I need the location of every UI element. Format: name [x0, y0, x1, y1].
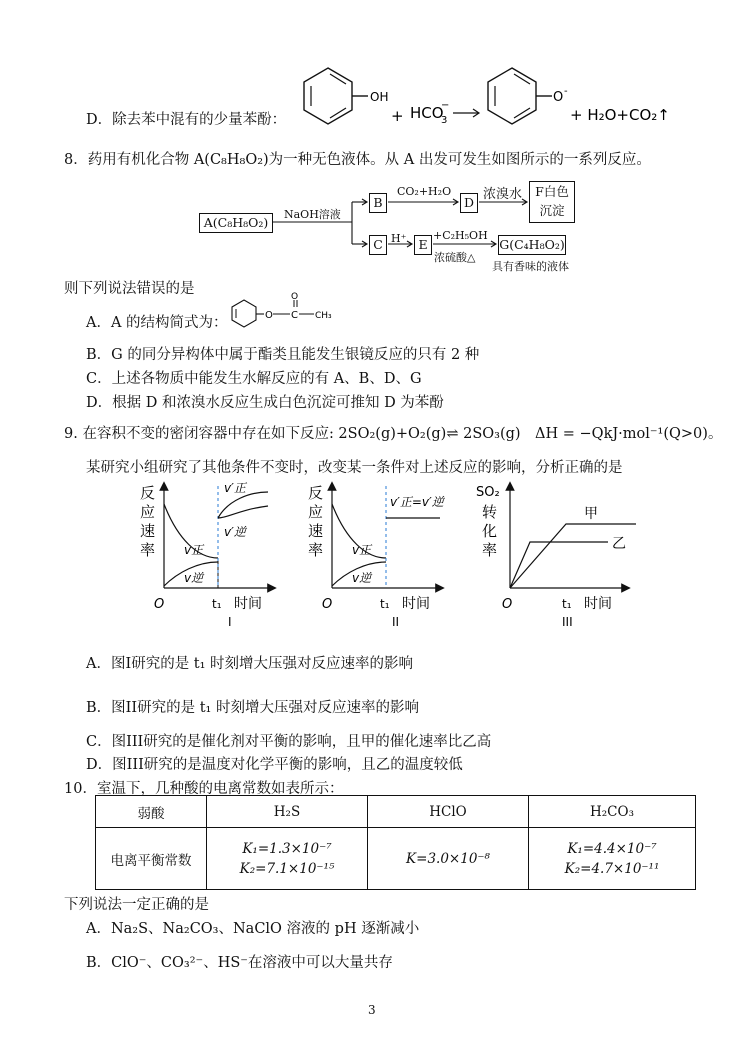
svg-text:应: 应 [140, 503, 156, 521]
flow-ethanol: +C₂H₅OH [433, 229, 488, 242]
plus-sign: + [391, 107, 404, 125]
svg-text:v逆: v逆 [352, 571, 372, 585]
svg-text:速: 速 [140, 522, 156, 540]
svg-text:III: III [562, 615, 573, 629]
h2s-k1: K₁=1.3×10⁻⁷ [242, 840, 332, 857]
svg-text:反: 反 [308, 484, 324, 502]
flow-box-a: A(C₈H₈O₂) [199, 213, 273, 233]
svg-text:O: O [322, 597, 333, 612]
svg-text:化: 化 [482, 522, 498, 540]
acid-constants-table [95, 795, 696, 890]
svg-text:t₁: t₁ [380, 597, 390, 611]
table-row [96, 828, 696, 890]
svg-text:v正: v正 [184, 543, 204, 557]
table-header-row [96, 796, 696, 828]
q9-option-c: C．图III研究的是催化剂对平衡的影响，且甲的催化速率比乙高 [86, 734, 492, 750]
q7-option-d: D．除去苯中混有的少量苯酚： [86, 112, 287, 128]
svg-text:−: − [441, 100, 450, 111]
flow-box-b: B [369, 193, 387, 213]
h2s-constants [207, 828, 368, 890]
svg-text:乙: 乙 [612, 536, 626, 552]
svg-text:-: - [564, 86, 568, 97]
products: + H₂O+CO₂↑ [570, 106, 670, 124]
q9-stem: 9. 在容积不变的密闭容器中存在如下反应: 2SO₂(g)+O₂(g)⇌ 2SO₃(g) ΔH = −QkJ·mol⁻¹(Q>0)。 [64, 426, 723, 442]
graph-1 [140, 481, 272, 629]
q8-option-c: C．上述各物质中能发生水解反应的有 A、B、D、G [86, 371, 422, 387]
svg-text:率: 率 [140, 541, 156, 559]
svg-text:率: 率 [308, 541, 324, 559]
q8-option-a: A．A 的结构简式为： [86, 315, 228, 331]
svg-text:v′逆: v′逆 [224, 525, 246, 539]
q9-stem2: 某研究小组研究了其他条件不变时，改变某一条件对上述反应的影响，分析正确的是 [86, 460, 623, 476]
svg-text:SO₂: SO₂ [476, 485, 500, 500]
hclo-k: K=3.0×10⁻⁸ [406, 850, 490, 867]
q8-question: 则下列说法错误的是 [64, 281, 195, 297]
header-cell: H₂CO₃ [529, 796, 696, 828]
h2s-k2: K₂=7.1×10⁻¹⁵ [239, 860, 335, 877]
flow-box-e: E [414, 235, 432, 255]
svg-text:CH₃: CH₃ [315, 311, 332, 321]
svg-text:3: 3 [441, 115, 448, 126]
svg-text:v正: v正 [352, 543, 372, 557]
header-cell: HClO [368, 796, 529, 828]
svg-text:反: 反 [140, 484, 156, 502]
hclo-constant [368, 828, 529, 890]
svg-text:t₁: t₁ [562, 597, 572, 611]
svg-text:v逆: v逆 [184, 571, 204, 585]
oh-label: OH [370, 90, 389, 104]
flow-hplus: H⁺ [391, 232, 407, 245]
svg-text:时间: 时间 [234, 596, 262, 612]
h2co3-k2: K₂=4.7×10⁻¹¹ [564, 860, 660, 877]
svg-text:应: 应 [308, 503, 324, 521]
flow-box-g: G(C₄H₈O₂) [498, 235, 566, 255]
svg-text:II: II [392, 615, 400, 629]
q10-stem: 10．室温下，几种酸的电离常数如表所示： [64, 781, 344, 797]
svg-text:I: I [228, 615, 232, 629]
svg-text:C: C [291, 310, 298, 321]
svg-text:O: O [154, 597, 165, 612]
q9-option-d: D．图III研究的是温度对化学平衡的影响，且乙的温度较低 [86, 757, 463, 773]
svg-text:时间: 时间 [584, 596, 612, 612]
flow-g-note: 具有香味的液体 [492, 260, 569, 273]
page-number: 3 [368, 1003, 376, 1017]
h2co3-constants [529, 828, 696, 890]
flow-bromine-water: 浓溴水 [483, 187, 523, 202]
bicarbonate: HCO [410, 104, 444, 122]
q8-stem: 8．药用有机化合物 A(C₈H₈O₂)为一种无色液体。从 A 出发可发生如图所示的一系列反应。 [64, 152, 651, 168]
flow-arrows [0, 0, 752, 300]
svg-text:率: 率 [482, 541, 498, 559]
h2co3-k1: K₁=4.4×10⁻⁷ [567, 840, 657, 857]
svg-text:甲: 甲 [584, 506, 598, 522]
svg-text:转: 转 [482, 503, 498, 521]
flow-acid-condition: 浓硫酸△ [434, 251, 476, 264]
svg-text:v′正: v′正 [224, 481, 246, 495]
svg-text:速: 速 [308, 522, 324, 540]
flow-f-line1: F白色 [535, 184, 569, 199]
flow-box-d: D [460, 193, 478, 213]
flow-co2: CO₂+H₂O [397, 185, 452, 198]
q10-option-a: A．Na₂S、Na₂CO₃、NaClO 溶液的 pH 逐渐减小 [86, 921, 420, 937]
q8-option-d: D．根据 D 和浓溴水反应生成白色沉淀可推知 D 为苯酚 [86, 395, 444, 411]
q10-option-b: B．ClO⁻、CO₃²⁻、HS⁻在溶液中可以大量共存 [86, 955, 393, 971]
svg-text:O: O [291, 292, 299, 302]
svg-text:O: O [502, 597, 513, 612]
row-label: 电离平衡常数 [96, 828, 207, 890]
graph-2 [308, 484, 446, 629]
svg-text:时间: 时间 [402, 596, 430, 612]
flow-f-line2: 沉淀 [539, 203, 565, 218]
q9-option-a: A．图I研究的是 t₁ 时刻增大压强对反应速率的影响 [86, 656, 414, 672]
graph-3 [476, 485, 636, 629]
header-cell: 弱酸 [96, 796, 207, 828]
svg-text:O: O [553, 90, 564, 105]
q10-question: 下列说法一定正确的是 [64, 897, 209, 913]
q9-graphs [120, 480, 650, 630]
svg-text:v′正=v′逆: v′正=v′逆 [390, 495, 444, 509]
flow-naoh: NaOH溶液 [284, 208, 341, 221]
q8-option-b: B．G 的同分异构体中属于酯类且能发生银镜反应的只有 2 种 [86, 347, 480, 363]
q9-option-b: B．图II研究的是 t₁ 时刻增大压强对反应速率的影响 [86, 700, 419, 716]
svg-text:O: O [265, 310, 273, 321]
header-cell: H₂S [207, 796, 368, 828]
svg-text:t₁: t₁ [212, 597, 222, 611]
flow-box-c: C [369, 235, 387, 255]
q8-structure-a [228, 292, 348, 336]
